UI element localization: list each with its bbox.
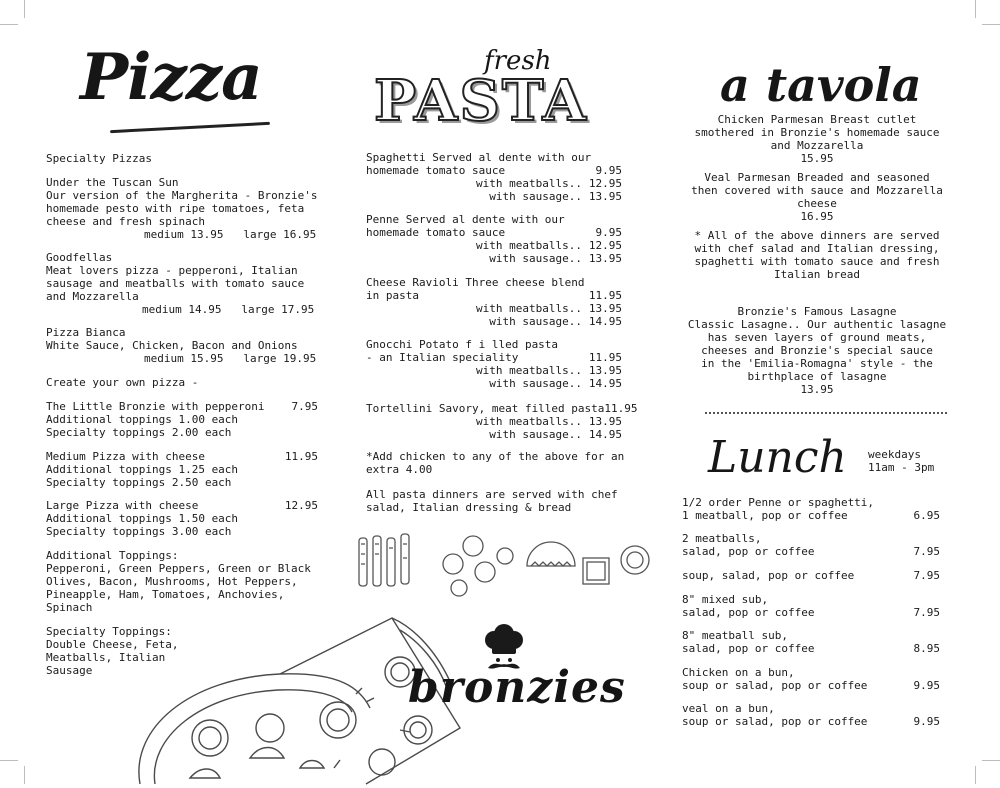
- note-line: extra 4.00: [366, 463, 433, 476]
- item-name: Goodfellas: [46, 251, 113, 264]
- crop-mark: [0, 760, 18, 761]
- pasta-item-tortellini: [366, 402, 638, 441]
- item-desc: Specialty toppings 2.50 each: [46, 476, 232, 489]
- toppings-line: Double Cheese, Feta,: [46, 638, 179, 651]
- item-desc: Cheese Ravioli Three cheese blend: [366, 276, 585, 289]
- item-price: 7.95: [913, 545, 940, 558]
- toppings-line: Pineapple, Ham, Tomatoes, Anchovies,: [46, 588, 285, 601]
- item-desc: smothered in Bronzie's homemade sauce: [694, 126, 940, 139]
- sausage-label: with sausage..: [489, 377, 582, 390]
- item-desc: veal on a bun,: [682, 702, 775, 715]
- item-desc: soup, salad, pop or coffee: [682, 569, 855, 582]
- item-price: 11.95: [604, 402, 638, 415]
- item-desc: Tortellini Savory, meat filled pasta: [366, 402, 605, 415]
- meatballs-label: with meatballs..: [476, 239, 582, 252]
- pizza-item-large: [46, 499, 318, 538]
- item-desc: has seven layers of ground meats,: [707, 331, 927, 344]
- item-desc: Specialty toppings 2.00 each: [46, 426, 232, 439]
- item-desc: Chicken on a bun,: [682, 666, 795, 679]
- item-desc: homemade tomato sauce: [366, 226, 506, 239]
- item-price: 11.95: [588, 351, 622, 364]
- item-desc: Gnocchi Potato f i lled pasta: [366, 338, 559, 351]
- toppings-line: Spinach: [46, 601, 93, 614]
- note-line: All pasta dinners are served with chef: [366, 488, 618, 501]
- note-line: with chef salad and Italian dressing,: [694, 242, 940, 255]
- crop-mark: [982, 24, 1000, 25]
- item-desc: Meat lovers pizza - pepperoni, Italian: [46, 264, 298, 277]
- bronzies-logo: bronzies: [408, 662, 626, 713]
- sausage-label: with sausage..: [489, 252, 582, 265]
- item-desc: in the 'Emilia-Romagna' style - the: [701, 357, 933, 370]
- lunch-item: [682, 569, 940, 582]
- pasta-shapes-illustration: [355, 530, 655, 600]
- note-line: * All of the above dinners are served: [694, 229, 940, 242]
- item-price: 13.95: [588, 415, 622, 428]
- item-desc: sausage and meatballs with tomato sauce: [46, 277, 305, 290]
- item-desc: birthplace of lasagne: [747, 370, 887, 383]
- item-desc: Veal Parmesan Breaded and seasoned: [704, 171, 930, 184]
- item-prices: medium 14.95 large 17.95: [142, 303, 315, 316]
- item-price: 7.95: [291, 400, 318, 413]
- tavola-item-chicken: [682, 113, 952, 165]
- sausage-label: with sausage..: [489, 190, 582, 203]
- item-desc: Classic Lasagne.. Our authentic lasagne: [687, 318, 947, 331]
- toppings-line: Pepperoni, Green Peppers, Green or Black: [46, 562, 311, 575]
- item-desc: homemade pesto with ripe tomatoes, feta: [46, 202, 305, 215]
- item-desc: 8" meatball sub,: [682, 629, 788, 642]
- note-line: Italian bread: [773, 268, 861, 281]
- item-price: 13.95: [588, 190, 622, 203]
- item-desc: Chicken Parmesan Breast cutlet: [717, 113, 917, 126]
- pizza-illustration: [100, 608, 460, 788]
- item-desc: 1/2 order Penne or spaghetti,: [682, 496, 875, 509]
- section-heading: Specialty Toppings:: [46, 625, 172, 638]
- lunch-heading: Lunch: [708, 432, 847, 483]
- item-name: Bronzie's Famous Lasagne: [737, 305, 897, 318]
- pizza-item-goodfellas: [46, 251, 326, 316]
- item-price: 9.95: [913, 715, 940, 728]
- pizza-underline: [110, 122, 270, 133]
- item-price: 15.95: [800, 152, 834, 165]
- item-desc: Additional toppings 1.00 each: [46, 413, 239, 426]
- pasta-dinner-note: [366, 488, 636, 514]
- pasta-heading: PASTA: [374, 68, 588, 134]
- item-desc: Specialty toppings 3.00 each: [46, 525, 232, 538]
- section-heading: Additional Toppings:: [46, 549, 179, 562]
- item-price: 14.95: [588, 428, 622, 441]
- tavola-note: [682, 229, 952, 281]
- item-prices: medium 13.95 large 16.95: [144, 228, 317, 241]
- lunch-item: [682, 496, 940, 522]
- note-line: salad, Italian dressing & bread: [366, 501, 572, 514]
- item-desc: Spaghetti Served al dente with our: [366, 151, 592, 164]
- item-desc: cheese: [797, 197, 837, 210]
- tavola-item-veal: [682, 171, 952, 223]
- item-price: 16.95: [800, 210, 834, 223]
- pizza-item-little: [46, 400, 318, 439]
- item-price: 12.95: [588, 177, 622, 190]
- item-desc: cheese and fresh spinach: [46, 215, 205, 228]
- specialty-pizzas-heading: Specialty Pizzas: [46, 152, 152, 165]
- crop-mark: [975, 0, 976, 18]
- item-price: 6.95: [913, 509, 940, 522]
- pasta-item-penne: [366, 213, 622, 265]
- hours-line: weekdays: [868, 448, 921, 461]
- item-desc: and Mozzarella: [770, 139, 864, 152]
- item-price: 13.95: [588, 364, 622, 377]
- item-price: 9.95: [595, 164, 622, 177]
- item-name: Under the Tuscan Sun: [46, 176, 179, 189]
- hours-line: 11am - 3pm: [868, 461, 935, 474]
- crop-mark: [982, 760, 1000, 761]
- item-desc: homemade tomato sauce: [366, 164, 506, 177]
- item-price: 13.95: [588, 252, 622, 265]
- toppings-line: Meatballs, Italian: [46, 651, 166, 664]
- item-price: 9.95: [913, 679, 940, 692]
- item-desc: 8" mixed sub,: [682, 593, 769, 606]
- note-line: *Add chicken to any of the above for an: [366, 450, 625, 463]
- pizza-item-tuscan: [46, 176, 326, 241]
- pasta-fresh-label: fresh: [484, 46, 552, 76]
- item-desc: - an Italian speciality: [366, 351, 519, 364]
- item-name: Medium Pizza with cheese: [46, 450, 205, 463]
- item-desc: soup or salad, pop or coffee: [682, 679, 868, 692]
- section-divider: [705, 412, 947, 416]
- item-price: 14.95: [588, 315, 622, 328]
- pasta-item-spaghetti: [366, 151, 622, 203]
- item-price: 12.95: [284, 499, 318, 512]
- item-price: 12.95: [588, 239, 622, 252]
- item-desc: salad, pop or coffee: [682, 606, 815, 619]
- tavola-item-lasagne: [682, 305, 952, 396]
- toppings-line: Sausage: [46, 664, 93, 677]
- item-name: Pizza Bianca: [46, 326, 126, 339]
- crop-mark: [975, 766, 976, 784]
- item-price: 13.95: [588, 302, 622, 315]
- item-desc: Our version of the Margherita - Bronzie's: [46, 189, 318, 202]
- chicken-note: [366, 450, 636, 476]
- pasta-item-gnocchi: [366, 338, 622, 390]
- lunch-item: [682, 593, 940, 619]
- item-name: The Little Bronzie with pepperoni: [46, 400, 265, 413]
- item-price: 13.95: [800, 383, 834, 396]
- item-desc: 1 meatball, pop or coffee: [682, 509, 848, 522]
- item-desc: and Mozzarella: [46, 290, 139, 303]
- toppings-line: Olives, Bacon, Mushrooms, Hot Peppers,: [46, 575, 298, 588]
- sausage-label: with sausage..: [489, 428, 582, 441]
- lunch-item: [682, 702, 940, 728]
- item-price: 11.95: [588, 289, 622, 302]
- lunch-hours: [868, 448, 934, 474]
- item-desc: salad, pop or coffee: [682, 642, 815, 655]
- item-price: 9.95: [595, 226, 622, 239]
- lunch-item: [682, 532, 940, 558]
- crop-mark: [0, 24, 18, 25]
- crop-mark: [24, 766, 25, 784]
- item-desc: soup or salad, pop or coffee: [682, 715, 868, 728]
- a-tavola-heading: a tavola: [720, 58, 922, 112]
- item-price: 8.95: [913, 642, 940, 655]
- pizza-item-medium: [46, 450, 318, 489]
- meatballs-label: with meatballs..: [476, 364, 582, 377]
- item-prices: medium 15.95 large 19.95: [144, 352, 317, 365]
- pizza-heading: Pizza: [80, 40, 262, 115]
- item-desc: Penne Served al dente with our: [366, 213, 565, 226]
- item-desc: in pasta: [366, 289, 419, 302]
- lunch-item: [682, 666, 940, 692]
- item-desc: Additional toppings 1.50 each: [46, 512, 239, 525]
- sausage-label: with sausage..: [489, 315, 582, 328]
- item-desc: cheeses and Bronzie's special sauce: [701, 344, 933, 357]
- crop-mark: [24, 0, 25, 18]
- meatballs-label: with meatballs..: [476, 177, 582, 190]
- note-line: spaghetti with tomato sauce and fresh: [694, 255, 940, 268]
- lunch-item: [682, 629, 940, 655]
- pizza-item-bianca: [46, 326, 326, 365]
- item-name: Large Pizza with cheese: [46, 499, 199, 512]
- meatballs-label: with meatballs..: [476, 302, 582, 315]
- item-price: 14.95: [588, 377, 622, 390]
- pasta-item-ravioli: [366, 276, 622, 328]
- item-price: 7.95: [913, 606, 940, 619]
- item-desc: then covered with sauce and Mozzarella: [691, 184, 943, 197]
- item-price: 7.95: [913, 569, 940, 582]
- item-desc: Additional toppings 1.25 each: [46, 463, 239, 476]
- item-desc: White Sauce, Chicken, Bacon and Onions: [46, 339, 298, 352]
- create-your-own-heading: Create your own pizza -: [46, 376, 199, 389]
- item-price: 11.95: [284, 450, 318, 463]
- item-desc: 2 meatballs,: [682, 532, 762, 545]
- meatballs-label: with meatballs..: [476, 415, 582, 428]
- additional-toppings: [46, 549, 326, 614]
- item-desc: salad, pop or coffee: [682, 545, 815, 558]
